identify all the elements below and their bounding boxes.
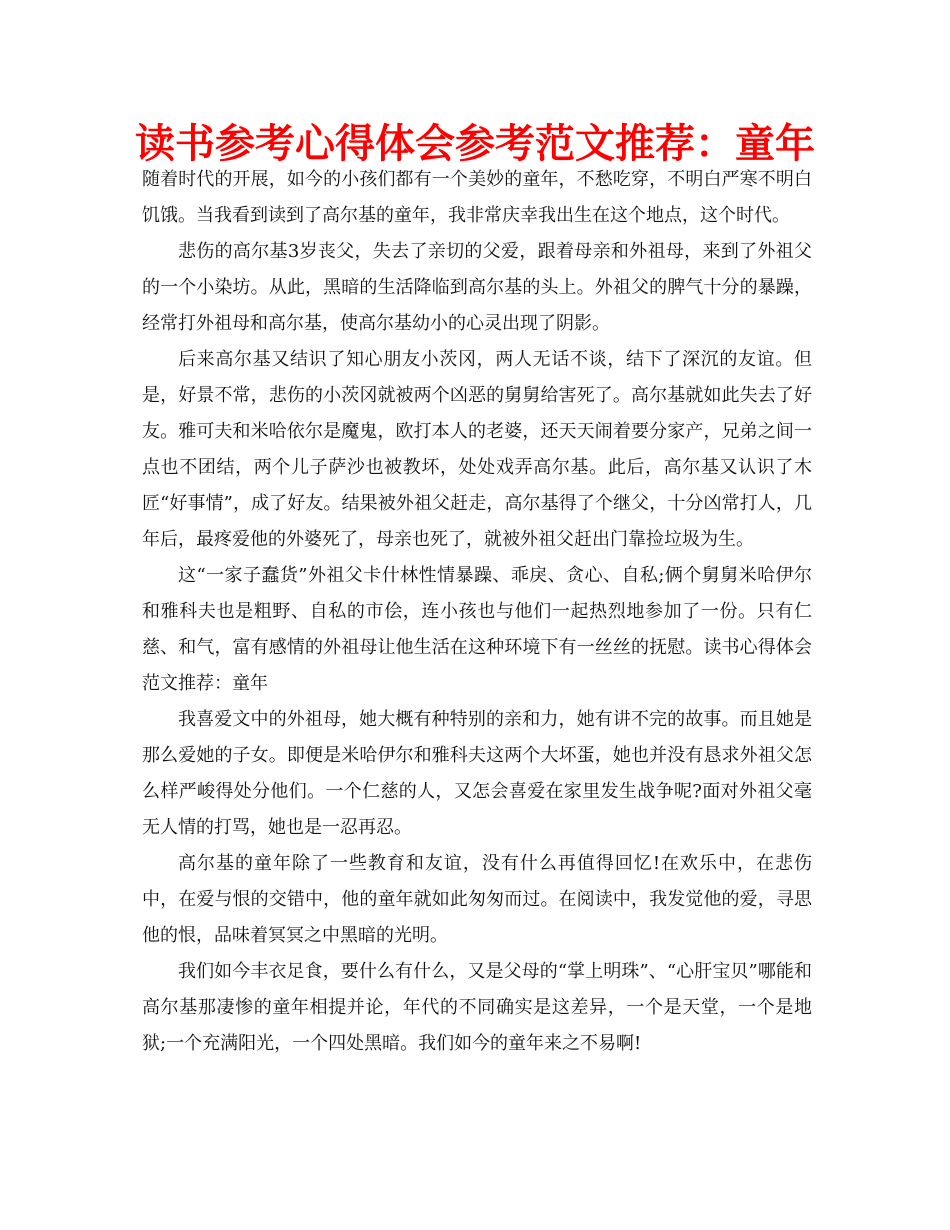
paragraph-3: 后来高尔基又结识了知心朋友小茨冈，两人无话不谈，结下了深沉的友谊。但是，好景不常，悲伤的小茨冈就被两个凶恶的舅舅给害死了。高尔基就如此失去了好友。雅可夫和米哈依尔是魔鬼，欧打本人的老婆，还天天闹着要分家产，兄弟之间一点也不团结，两个儿子萨沙也被教坏，处处戏弄高尔基。此后，高尔基又认识了木匠“好事情”，成了好友。结果被外祖父赶走，高尔基得了个继父，十分凶常打人，几年后，最疼爱他的外婆死了，母亲也死了，就被外祖父赶出门靠捡垃圾为生。 [142,349,812,550]
paragraph-4: 这“一家子蠢货”外祖父卡什林性情暴躁、乖戾、贪心、自私;俩个舅舅米哈伊尔和雅科夫也是粗野、自私的市侩，连小孩也与他们一起热烈地参加了一份。只有仁慈、和气，富有感情的外祖母让他生活在这种环境下有一丝丝的抚慰。读书心得体会范文推荐：童年 [142,565,812,694]
paragraph-7: 我们如今丰衣足食，要什么有什么，又是父母的“掌上明珠”、“心肝宝贝”哪能和高尔基那凄惨的童年相提并论，年代的不同确实是这差异，一个是天堂，一个是地狱;一个充满阳光，一个四处黑暗。我们如今的童年来之不易啊! [142,961,812,1054]
paragraph-6: 高尔基的童年除了一些教育和友谊，没有什么再值得回忆!在欢乐中，在悲伤中，在爱与恨的交错中，他的童年就如此匆匆而过。在阅读中，我发觉他的爱，寻思他的恨，品味着冥冥之中黑暗的光明。 [142,853,812,946]
document-title: 读书参考心得体会参考范文推荐：童年 [135,121,815,167]
paragraph-1: 随着时代的开展，如今的小孩们都有一个美妙的童年，不愁吃穿，不明白严寒不明白饥饿。当我看到读到了高尔基的童年，我非常庆幸我出生在这个地点，这个时代。 [142,169,812,226]
paragraph-5: 我喜爱文中的外祖母，她大概有种特别的亲和力，她有讲不完的故事。而且她是那么爱她的子女。即便是米哈伊尔和雅科夫这两个大坏蛋，她也并没有恳求外祖父怎么样严峻得处分他们。一个仁慈的人，又怎会喜爱在家里发生战争呢?面对外祖父毫无人情的打骂，她也是一忍再忍。 [142,709,812,838]
paragraph-2: 悲伤的高尔基3岁丧父，失去了亲切的父爱，跟着母亲和外祖母，来到了外祖父的一个小染坊。从此，黑暗的生活降临到高尔基的头上。外祖父的脾气十分的暴躁，经常打外祖母和高尔基，使高尔基幼小的心灵出现了阴影。 [142,241,812,334]
document-body [142,162,812,1062]
